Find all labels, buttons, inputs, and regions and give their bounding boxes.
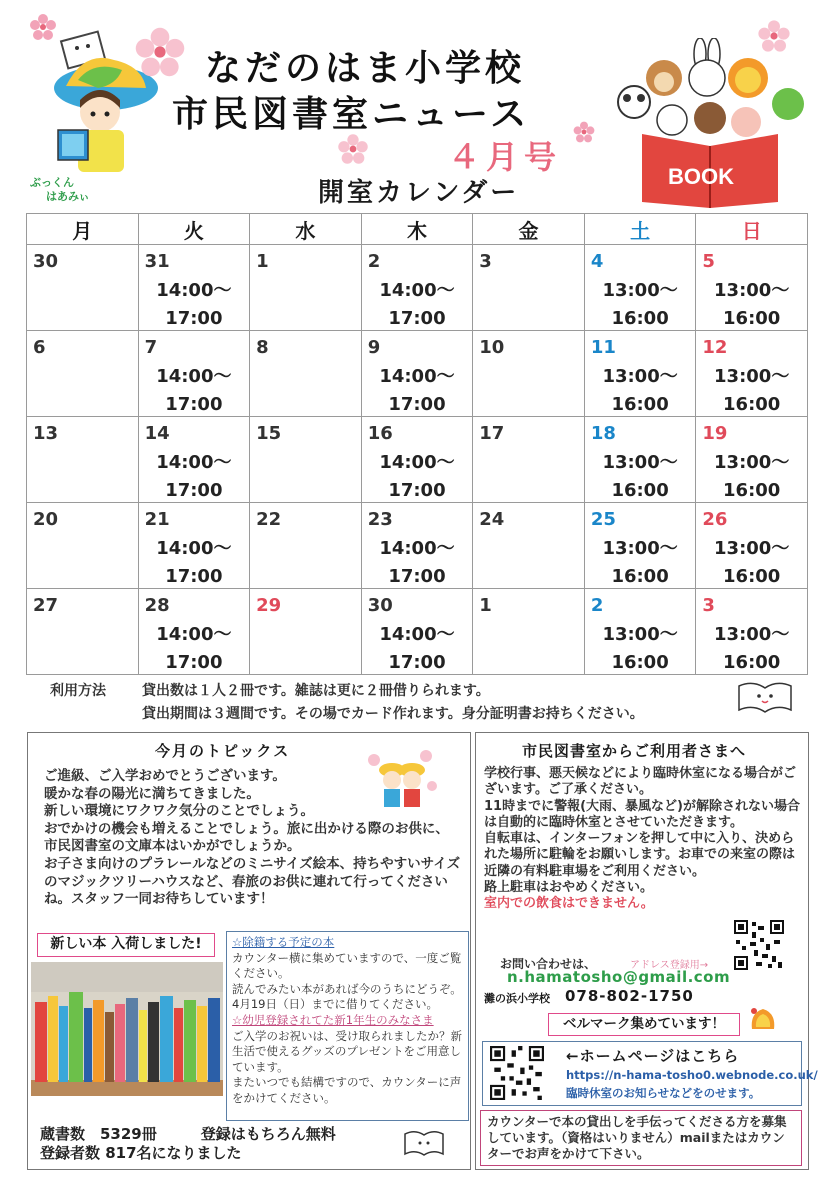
book-sign-text: BOOK <box>668 164 734 189</box>
blossom-icon <box>28 12 58 42</box>
calendar-day-cell <box>361 417 473 503</box>
calendar-week-row <box>27 417 808 503</box>
day-number: 24 <box>479 509 505 530</box>
new-students-heading: ☆幼児登録されてた新1年生のみなさま <box>232 1012 434 1027</box>
calendar-day-cell <box>250 331 362 417</box>
news-title: 市民図書室ニュース <box>172 94 531 135</box>
opening-hours: 13:00～ 16:00 <box>714 280 790 329</box>
contact-email[interactable]: n.hamatosho@gmail.com <box>507 968 731 986</box>
notice-to-users-text: 学校行事、悪天候などにより臨時休室になる場合がございます。ご了承ください。 11時までに警報(大雨、暴風など)が解除されない場合は自動的に臨時休室とさせていただきます。 自転車は、インターフォンを押して中に入り、決められた場所に駐輪をお願いします。お車での来室の際は近隣の有料駐車場をご利用ください。 路上駐車はおやめください。 <box>484 766 800 896</box>
weekday-sun: 日 <box>696 214 808 245</box>
opening-calendar <box>26 213 808 675</box>
contact-label: お問い合わせは、 <box>500 957 597 971</box>
day-number: 10 <box>479 337 505 358</box>
calendar-day-cell <box>696 331 808 417</box>
calendar-day-cell <box>473 331 585 417</box>
day-number: 30 <box>367 595 393 616</box>
day-number: 20 <box>33 509 59 530</box>
new-books-label: 新しい本 入荷しました! <box>37 933 215 957</box>
issue-label: ４月号 <box>448 138 563 176</box>
opening-hours: 14:00～ 17:00 <box>156 280 232 329</box>
weekday-header-row <box>27 214 808 245</box>
mascot-name: ぶっくん はあみぃ <box>30 176 90 203</box>
notice-to-users-body <box>484 766 802 913</box>
weekday-fri: 金 <box>473 214 585 245</box>
day-number: 21 <box>144 509 170 530</box>
contact-phone: 078-802-1750 <box>565 987 694 1005</box>
usage-line-1: 貸出数は１人２冊です。雑誌は更に２冊借りられます。 <box>142 683 490 699</box>
day-number: 13 <box>33 423 59 444</box>
animals-book-illustration <box>612 38 808 208</box>
calendar-week-row <box>27 503 808 589</box>
opening-hours: 14:00～ 17:00 <box>156 538 232 587</box>
day-number: 2 <box>367 251 381 272</box>
day-number: 1 <box>256 251 269 272</box>
calendar-day-cell <box>138 245 250 331</box>
opening-hours: 14:00～ 17:00 <box>379 538 455 587</box>
calendar-day-cell <box>473 417 585 503</box>
calendar-day-cell <box>250 417 362 503</box>
opening-hours: 13:00～ 16:00 <box>714 624 790 673</box>
calendar-day-cell <box>473 589 585 675</box>
weekday-wed: 水 <box>250 214 362 245</box>
opening-hours: 13:00～ 16:00 <box>602 452 678 501</box>
calendar-day-cell <box>696 417 808 503</box>
volunteer-recruitment: カウンターで本の貸出しを手伝ってくださる方を募集しています。（資格はいりません）mailまたはカウンターでお声をかけて下さい。 <box>480 1110 802 1166</box>
weekday-sat: 土 <box>584 214 696 245</box>
day-number: 25 <box>590 509 616 530</box>
calendar-week-row <box>27 331 808 417</box>
calendar-day-cell <box>584 245 696 331</box>
blossom-icon <box>572 120 596 144</box>
calendar-day-cell <box>250 245 362 331</box>
day-number: 22 <box>256 509 282 530</box>
day-number: 27 <box>33 595 59 616</box>
opening-hours: 14:00～ 17:00 <box>156 624 232 673</box>
calendar-day-cell <box>696 245 808 331</box>
calendar-day-cell <box>584 331 696 417</box>
calendar-day-cell <box>27 245 139 331</box>
opening-hours: 13:00～ 16:00 <box>602 280 678 329</box>
no-food-notice: 室内での飲食はできません。 <box>484 896 654 912</box>
school-name: 灘の浜小学校 <box>484 992 550 1005</box>
withdrawal-heading: ☆除籍する予定の本 <box>232 935 335 949</box>
day-number: 19 <box>702 423 728 444</box>
calendar-day-cell <box>361 589 473 675</box>
usage-line-2: 貸出期間は３週間です。その場でカード作れます。身分証明書お持ちください。 <box>142 706 644 722</box>
bellmark-label: ベルマーク集めています！ <box>548 1013 740 1036</box>
day-number: 15 <box>256 423 282 444</box>
calendar-day-cell <box>27 417 139 503</box>
calendar-day-cell <box>138 417 250 503</box>
email-qr-code[interactable] <box>734 920 784 970</box>
weekday-tue: 火 <box>138 214 250 245</box>
calendar-day-cell <box>250 503 362 589</box>
calendar-day-cell <box>361 503 473 589</box>
day-number: 16 <box>367 423 393 444</box>
day-number: 5 <box>702 251 715 272</box>
library-stats <box>40 1125 336 1163</box>
registration-free: 登録はもちろん無料 <box>200 1125 336 1143</box>
day-number: 11 <box>590 337 616 358</box>
calendar-day-cell <box>27 589 139 675</box>
calendar-week-row <box>27 245 808 331</box>
day-number: 2 <box>590 595 604 616</box>
opening-hours: 14:00～ 17:00 <box>156 452 232 501</box>
day-number: 3 <box>479 251 492 272</box>
opening-hours: 13:00～ 16:00 <box>602 366 678 415</box>
school-title: なだのはま小学校 <box>205 48 526 89</box>
opening-hours: 14:00～ 17:00 <box>379 624 455 673</box>
day-number: 9 <box>367 337 381 358</box>
opening-hours: 13:00～ 16:00 <box>714 366 790 415</box>
calendar-day-cell <box>250 589 362 675</box>
day-number: 23 <box>367 509 393 530</box>
new-students-text: ご入学のお祝いは、受け取られましたか？新生活で使えるグッズのプレゼントをご用意しています。 またいつでも結構ですので、カウンターに声をかけてください。 <box>232 1028 462 1105</box>
homepage-url[interactable]: https://n-hama-tosho0.webnode.co.uk/ <box>566 1068 818 1082</box>
opening-hours: 13:00～ 16:00 <box>714 452 790 501</box>
notice-to-users-title: 市民図書室からご利用者さまへ <box>522 742 747 760</box>
calendar-day-cell <box>138 589 250 675</box>
opening-hours: 14:00～ 17:00 <box>379 452 455 501</box>
day-number: 1 <box>479 595 492 616</box>
day-number: 26 <box>702 509 728 530</box>
calendar-day-cell <box>138 503 250 589</box>
homepage-note: 臨時休室のお知らせなどをのせます。 <box>566 1086 761 1100</box>
day-number: 4 <box>590 251 604 272</box>
opening-hours: 13:00～ 16:00 <box>602 538 678 587</box>
new-books-shelf-photo <box>31 962 223 1096</box>
homepage-title: ←ホームページはこちら <box>566 1047 740 1065</box>
calendar-day-cell <box>584 417 696 503</box>
day-number: 17 <box>479 423 505 444</box>
topics-title: 今月のトピックス <box>155 742 291 760</box>
calendar-day-cell <box>473 245 585 331</box>
day-number: 29 <box>256 595 282 616</box>
calendar-day-cell <box>696 503 808 589</box>
opening-hours: 13:00～ 16:00 <box>602 624 678 673</box>
calendar-day-cell <box>361 331 473 417</box>
calendar-body <box>27 245 808 675</box>
day-number: 18 <box>590 423 616 444</box>
opening-hours: 14:00～ 17:00 <box>379 280 455 329</box>
open-book-icon <box>402 1128 446 1158</box>
blossom-icon <box>336 132 370 166</box>
open-book-icon <box>735 680 795 714</box>
withdrawal-text: カウンター横に集めていますので、一度ご覧ください。 読んでみたい本があれば今のうちにどうぞ。4月19日（日）までに借りてください。 <box>232 950 462 1012</box>
collection-count: 蔵書数 5329冊 <box>40 1125 157 1143</box>
blossom-icon <box>132 24 188 80</box>
calendar-day-cell <box>138 331 250 417</box>
day-number: 12 <box>702 337 728 358</box>
bellmark-icon <box>746 1005 780 1033</box>
calendar-day-cell <box>584 503 696 589</box>
calendar-day-cell <box>473 503 585 589</box>
calendar-day-cell <box>27 331 139 417</box>
day-number: 14 <box>144 423 170 444</box>
homepage-qr-code[interactable] <box>490 1046 544 1100</box>
opening-hours: 14:00～ 17:00 <box>379 366 455 415</box>
day-number: 28 <box>144 595 170 616</box>
usage-info <box>50 680 750 726</box>
usage-label: 利用方法 <box>50 683 106 699</box>
address-register-note: アドレス登録用→ <box>630 960 709 971</box>
opening-hours: 14:00～ 17:00 <box>156 366 232 415</box>
day-number: 6 <box>33 337 46 358</box>
day-number: 31 <box>144 251 170 272</box>
opening-hours: 13:00～ 16:00 <box>714 538 790 587</box>
registered-count: 登録者数 817名になりました <box>40 1144 242 1162</box>
calendar-day-cell <box>361 245 473 331</box>
weekday-thu: 木 <box>361 214 473 245</box>
day-number: 8 <box>256 337 269 358</box>
day-number: 30 <box>33 251 59 272</box>
calendar-day-cell <box>27 503 139 589</box>
weekday-mon: 月 <box>27 214 139 245</box>
notice-body <box>232 935 466 1107</box>
calendar-week-row <box>27 589 808 675</box>
day-number: 3 <box>702 595 715 616</box>
calendar-day-cell <box>696 589 808 675</box>
day-number: 7 <box>144 337 158 358</box>
calendar-day-cell <box>584 589 696 675</box>
topics-body: ご進級、ご入学おめでとうございます。 暖かな春の陽光に満ちてきました。 新しい環境にワクワク気分のことでしょう。 おでかけの機会も増えることでしょう。旅に出かける際のお供に、市民図書室の文庫本はいかがでしょうか。 お子さま向けのプラレールなどのミニサイズ絵本、持ちやすいサイズのマジックツリーハウスなど、春旅のお供に連れて行ってくださいね。スタッフ一同お待ちしています！ <box>44 768 461 908</box>
calendar-title: 開室カレンダー <box>318 178 520 208</box>
